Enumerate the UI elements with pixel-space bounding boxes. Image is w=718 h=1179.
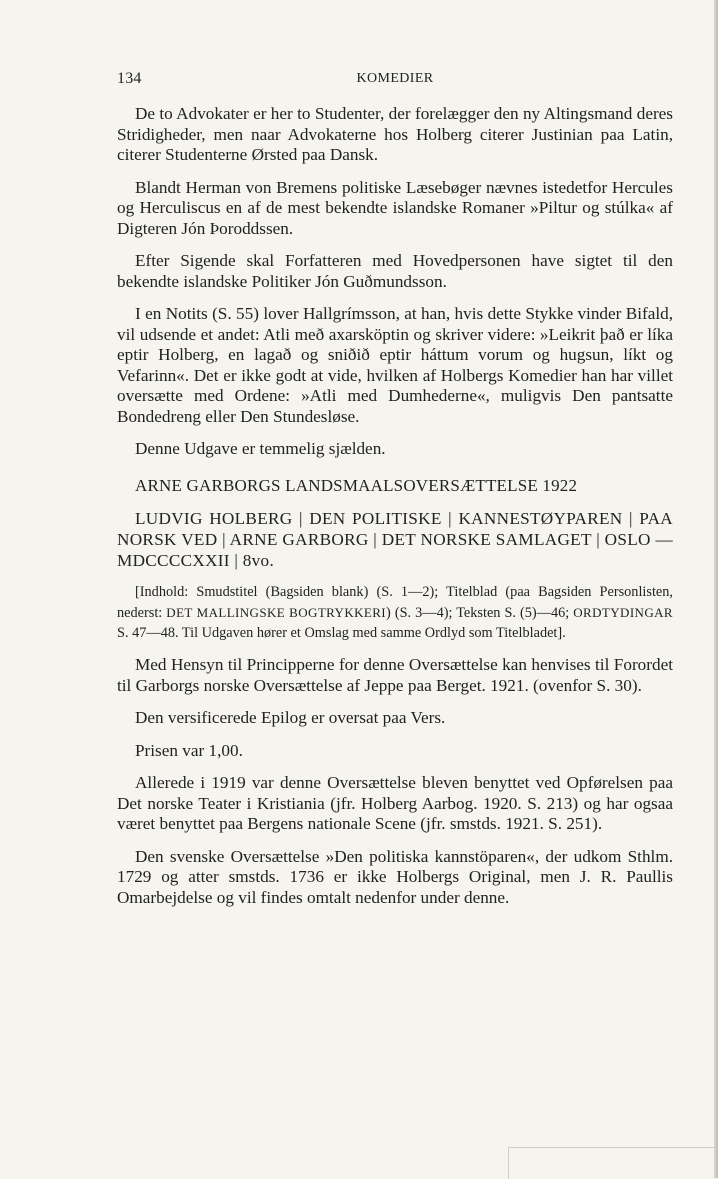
scan-corner-mark <box>508 1147 718 1179</box>
contents-note-text: ) (S. 3—4); Teksten S. (5)—46; <box>386 604 574 621</box>
glossary-title: ORDTYDINGAR <box>573 604 673 620</box>
running-head: KOMEDIER <box>356 71 434 86</box>
paragraph: Den versificerede Epilog er oversat paa Vers. <box>135 708 446 728</box>
paragraph: I en Notits (S. 55) lover Hallgrímsson, at han, hvis dette Stykke vinder Bifald, vil udsende et andet: Atli með axarsköptin og skriver videre: »Leikrit það er líka eptir Holberg, en lagað og sniðið eptir háttum vorum og hugsun, líkt og Vefarinn«. Det er ikke godt at vide, hvilken af Holbergs Komedier han har villet oversætte med Ordene: »Atli med Dumhederne«, muligvis Den pantsatte Bondedreng eller Den Stundesløse. <box>117 304 673 426</box>
contents-note-text: [Indhold: Smudstitel (Bagsiden blank) (S. 1—2); Titelblad (paa Bagsiden Personlisten, nederst: <box>117 584 673 621</box>
paragraph: Blandt Herman von Bremens politiske Læsebøger nævnes istedetfor Hercules og Herculiscus en af de mest bekendte islandske Romaner »Piltur og stúlka« af Digteren Jón Þoroddssen. <box>117 177 673 238</box>
paragraph: De to Advokater er her to Studenter, der forelægger den ny Altingsmand deres Stridigheder, men naar Advokaterne hos Holberg citerer Justinian paa Latin, citerer Studenterne Ørsted paa Dansk. <box>117 104 673 164</box>
printer-name: DET MALLINGSKE BOGTRYKKERI <box>166 604 387 620</box>
page-body <box>117 104 673 920</box>
page-edge <box>714 0 718 1178</box>
contents-note-text: S. 47—48. Til Udgaven hører et Omslag med samme Ordlyd som Titelbladet]. <box>117 624 566 641</box>
paragraph: Prisen var 1,00. <box>135 740 243 760</box>
paragraph: Allerede i 1919 var denne Oversættelse bleven benyttet ved Opførelsen paa Det norske Teater i Kristiania (jfr. Holberg Aarbog. 1920. S. 213) og har ogsaa været benyttet paa Bergens nationale Scene (jfr. smstds. 1921. S. 251). <box>117 773 673 834</box>
page-number: 134 <box>117 70 142 87</box>
edition-section <box>117 476 673 644</box>
paragraph: Denne Udgave er temmelig sjælden. <box>135 439 386 458</box>
paragraph: Efter Sigende skal Forfatteren med Hovedpersonen have sigtet til den bekendte islandske Politiker Jón Guðmundsson. <box>117 251 673 291</box>
paragraph: Den svenske Oversættelse »Den politiska kannstöparen«, der udkom Sthlm. 1729 og atter smstds. 1736 er ikke Holbergs Original, men J. R. Paullis Omarbejdelse og vil findes omtalt nedenfor under denne. <box>117 846 673 907</box>
contents-note <box>117 583 673 643</box>
title-page-transcription: LUDVIG HOLBERG | DEN POLITISKE | KANNESTØYPAREN | PAA NORSK VED | ARNE GARBORG | DET NORSKE SAMLAGET | OSLO — MDCCCCXXII | 8vo. <box>117 509 673 570</box>
section-heading: ARNE GARBORGS LANDSMAALSOVERSÆTTELSE 1922 <box>135 475 578 495</box>
paragraph: Med Hensyn til Principperne for denne Oversættelse kan henvises til Forordet til Garborgs norske Oversættelse af Jeppe paa Berget. 1921. (ovenfor S. 30). <box>117 655 673 695</box>
